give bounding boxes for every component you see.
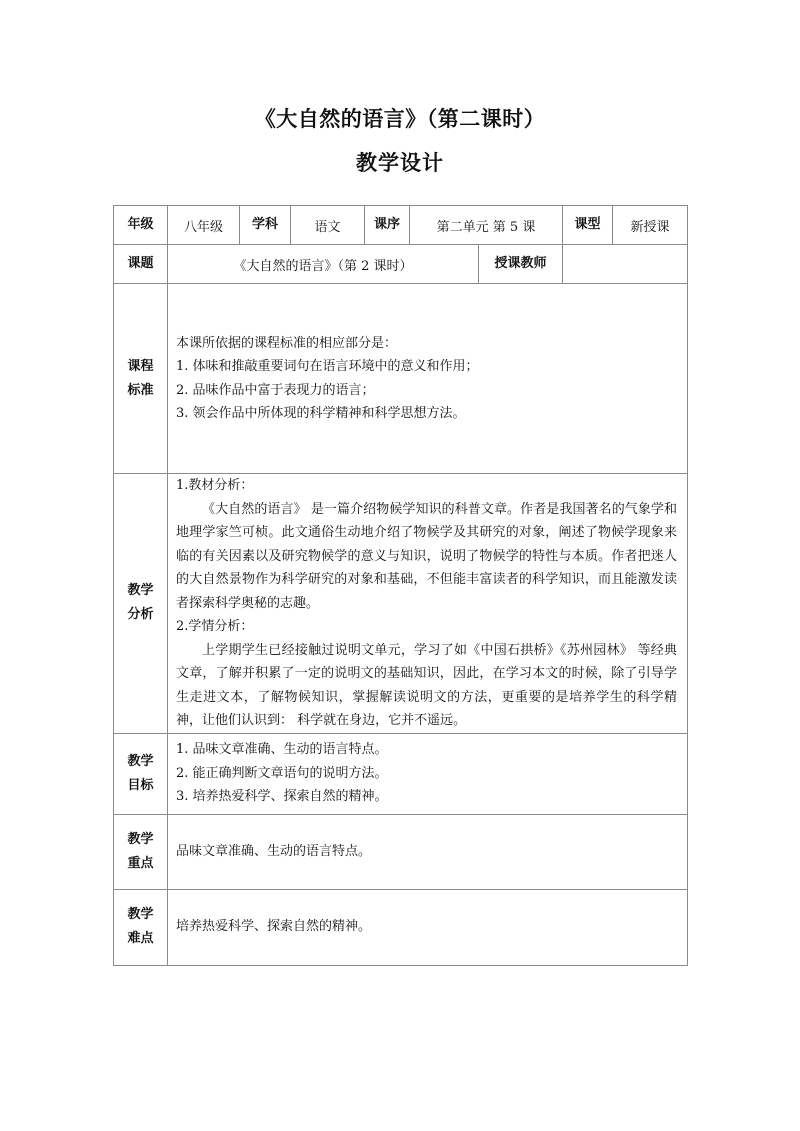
standards-label bbox=[114, 284, 168, 474]
topic-value: 《大自然的语言》（第 2 课时） bbox=[168, 245, 479, 284]
material-analysis-heading: 1.教材分析： bbox=[176, 478, 254, 493]
standards-item-2: 2. 品味作品中富于表现力的语言； bbox=[176, 382, 375, 398]
analysis-row bbox=[114, 474, 688, 734]
type-value: 新授课 bbox=[613, 206, 688, 245]
standards-label-line2: 标准 bbox=[127, 382, 154, 398]
standards-label-line1: 课程 bbox=[127, 358, 154, 374]
subject-label: 学科 bbox=[240, 206, 291, 245]
type-label: 课型 bbox=[563, 206, 613, 245]
standards-intro: 本课所依据的课程标准的相应部分是： bbox=[176, 335, 398, 351]
key-points-label-line1: 教学 bbox=[127, 831, 154, 847]
grade-value: 八年级 bbox=[168, 206, 240, 245]
standards-item-3: 3. 领会作品中所体现的科学精神和科学思想方法。 bbox=[176, 406, 466, 421]
header-row bbox=[114, 206, 688, 245]
difficulties-text: 培养热爱科学、探索自然的精神。 bbox=[176, 919, 372, 935]
subject-value: 语文 bbox=[291, 206, 365, 245]
objective-item-3: 3. 培养热爱科学、探索自然的精神。 bbox=[176, 789, 388, 805]
standards-row bbox=[114, 284, 688, 474]
objectives-label-line2: 目标 bbox=[127, 777, 154, 793]
grade-label: 年级 bbox=[114, 206, 168, 245]
difficulties-label-line1: 教学 bbox=[127, 907, 154, 922]
difficulties-content bbox=[168, 889, 688, 965]
difficulties-label bbox=[114, 889, 168, 965]
standards-content bbox=[168, 284, 688, 474]
objective-item-2: 2. 能正确判断文章语句的说明方法。 bbox=[176, 765, 388, 781]
teacher-label: 授课教师 bbox=[479, 245, 563, 284]
key-points-label bbox=[114, 814, 168, 889]
analysis-label-line1: 教学 bbox=[127, 583, 154, 599]
teacher-value bbox=[563, 245, 688, 284]
lesson-plan-table bbox=[113, 205, 688, 966]
key-points-content bbox=[168, 814, 688, 889]
material-analysis-text: 《大自然的语言》 是一篇介绍物候学知识的科普文章。作者是我国著名的气象学和地理学家竺可桢。此文通俗生动地介绍了物候学及其研究的对象，阐述了物候学现象来临的有关因素以及研究物候学的意义与知识，说明了物候学的特性与本质。作者把迷人的大自然景物作为科学研究的对象和基础，不但能丰富读者的科学知识，而且能激发读者探索科学奥秘的志趣。 bbox=[176, 501, 678, 611]
sequence-label: 课序 bbox=[365, 206, 410, 245]
objectives-content bbox=[168, 733, 688, 814]
analysis-label bbox=[114, 474, 168, 734]
document-title: 《大自然的语言》（第二课时） bbox=[254, 107, 546, 131]
difficulties-label-line2: 难点 bbox=[127, 931, 154, 946]
sequence-value: 第二单元 第 5 课 bbox=[410, 206, 563, 245]
topic-row bbox=[114, 245, 688, 284]
standards-item-1: 1. 体味和推敲重要词句在语言环境中的意义和作用； bbox=[176, 359, 479, 374]
analysis-content bbox=[168, 474, 688, 734]
document-subtitle: 教学设计 bbox=[356, 151, 444, 175]
objective-item-1: 1. 品味文章准确、生动的语言特点。 bbox=[176, 742, 388, 758]
objectives-label-line1: 教学 bbox=[127, 753, 154, 769]
key-points-row bbox=[114, 814, 688, 889]
analysis-label-line2: 分析 bbox=[127, 607, 154, 623]
key-points-label-line2: 重点 bbox=[127, 855, 154, 871]
student-analysis-text: 上学期学生已经接触过说明文单元，学习了如《中国石拱桥》《苏州园林》 等经典文章，了解并积累了一定的说明文的基础知识，因此，在学习本文的时候，除了引导学生走进文本，了解物候知识，掌握解读说明文的方法，更重要的是培养学生的科学精神，让他们认识到： 科学就在身边，它并不遥远。 bbox=[176, 642, 678, 728]
objectives-row bbox=[114, 733, 688, 814]
objectives-label bbox=[114, 733, 168, 814]
key-points-text: 品味文章准确、生动的语言特点。 bbox=[176, 843, 372, 859]
difficulties-row bbox=[114, 889, 688, 965]
topic-label: 课题 bbox=[114, 245, 168, 284]
student-analysis-heading: 2.学情分析： bbox=[176, 619, 254, 634]
